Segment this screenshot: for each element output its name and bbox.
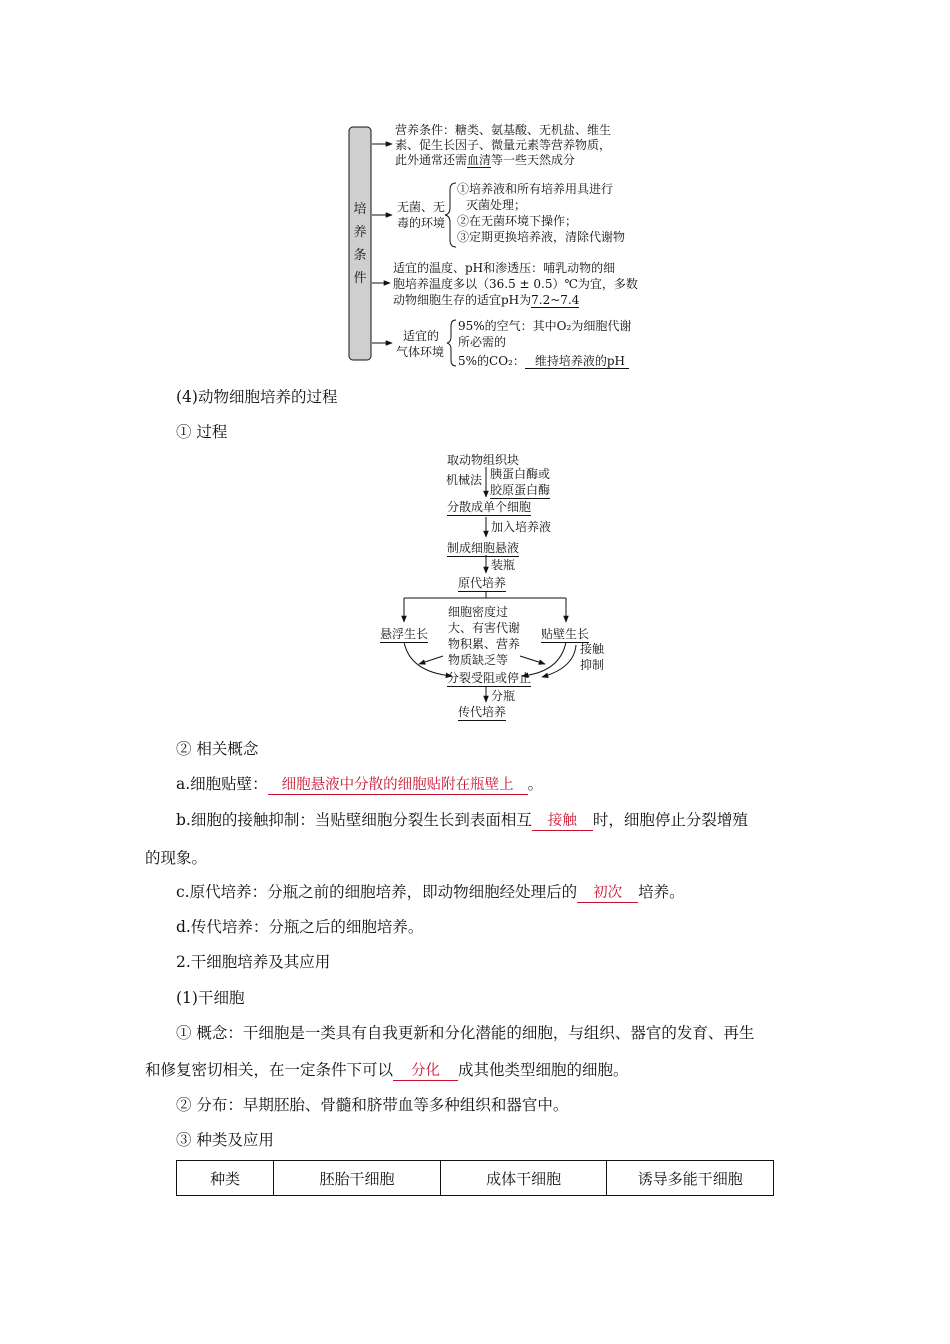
temperature-line3-pre: 动物细胞生存的适宜pH为 [393,293,532,307]
section-4-title: (4)动物细胞培养的过程 [176,388,338,406]
stem-concept-line2-post: 成其他类型细胞的细胞。 [458,1061,629,1079]
nutrition-line3-post: 等一些天然成分 [491,153,576,167]
stem-concept-line1: ① 概念：干细胞是一类具有自我更新和分化潜能的细胞，与组织、器官的发育、再生 [176,1024,755,1042]
process-adhere: 贴壁生长 [541,627,590,641]
serum-underlined: 血清 [467,153,492,167]
concept-a-answer: 细胞悬液中分散的细胞贴附在瓶壁上 [268,776,528,795]
stem-concept-answer: 分化 [393,1062,458,1081]
section-2-title: 2.干细胞培养及其应用 [176,953,331,971]
concept-b-answer: 接触 [532,812,593,831]
process-step3: 制成细胞悬液 [447,541,520,555]
sterile-item-3: ③定期更换培养液，清除代谢物 [457,230,626,244]
gas-label-line2: 气体环境 [396,345,445,359]
subsection-1-title: (1)干细胞 [176,989,245,1007]
sterile-item-1b: 灭菌处理； [466,198,527,212]
gas-label-line1: 适宜的 [403,329,440,343]
gas-item1-line2: 所必需的 [458,335,507,349]
gas-item2-underlined: 维持培养液的pH [525,354,629,369]
concept-b-pre: b.细胞的接触抑制：当贴壁细胞分裂生长到表面相互 [176,811,532,829]
sterile-item-1: ①培养液和所有培养用具进行 [457,182,614,196]
process-reason-1: 细胞密度过 [448,605,509,619]
concept-a-pre: a.细胞贴壁： [176,775,268,793]
process-add-medium: 加入培养液 [491,520,552,534]
concept-c [176,882,685,903]
stem-concept-line2-pre: 和修复密切相关，在一定条件下可以 [145,1061,394,1079]
types-table [176,1160,774,1196]
nutrition-line3 [395,152,575,168]
concept-a-post: 。 [527,775,544,793]
table-header-cell: 成体干细胞 [440,1161,607,1196]
process-mech: 机械法 [446,473,483,487]
brace-gas [447,320,456,366]
table-header-cell: 种类 [177,1161,274,1196]
process-title: ① 过程 [176,423,228,441]
process-enzyme2: 胶原蛋白酶 [490,483,551,497]
process-suspend: 悬浮生长 [380,627,429,641]
table-header-cell: 诱导多能干细胞 [607,1161,774,1196]
nutrition-line1: 营养条件：糖类、氨基酸、无机盐、维生 [395,123,612,137]
nutrition-line2: 素、促生长因子、微量元素等营养物质， [395,138,612,152]
temperature-line2: 胞培养温度多以（36.5 ± 0.5）℃为宜，多数 [393,277,638,291]
table-header-cell: 胚胎干细胞 [274,1161,441,1196]
concept-b [176,810,748,831]
concept-c-answer: 初次 [577,884,638,903]
distribution: ② 分布：早期胚胎、骨髓和脐带血等多种组织和器官中。 [176,1096,569,1114]
concept-d: d.传代培养：分瓶之后的细胞培养。 [176,918,424,936]
concept-b-line2: 的现象。 [145,849,208,867]
process-step4: 原代培养 [458,576,507,590]
process-enzyme1: 胰蛋白酶或 [490,467,551,481]
process-contact2: 抑制 [580,658,605,672]
sterile-label-line2: 毒的环境 [397,216,446,230]
process-step1: 取动物组织块 [447,453,520,467]
temperature-line3 [393,292,579,308]
process-reason-3: 物积累、营养 [448,637,521,651]
sterile-label-line1: 无菌、无 [397,200,446,214]
stem-concept-line2 [145,1060,629,1081]
root-label: 培养条件 [353,202,367,286]
gas-item2 [458,353,629,369]
ph-range-underlined: 7.2~7.4 [531,293,580,307]
process-contact1: 接触 [580,642,605,656]
process-step2: 分散成单个细胞 [447,500,532,514]
concept-a [176,774,543,795]
process-bottle2: 分瓶 [491,689,516,703]
process-step5: 分裂受阻或停止 [447,671,532,685]
gas-item2-pre: 5%的CO₂： [458,354,525,368]
process-step6: 传代培养 [458,705,507,719]
table-row [177,1161,774,1196]
process-reason-2: 大、有害代谢 [448,621,521,635]
temperature-line1: 适宜的温度、pH和渗透压：哺乳动物的细 [393,261,616,275]
nutrition-line3-pre: 此外通常还需 [395,153,468,167]
gas-item1-line1: 95%的空气：其中O₂为细胞代谢 [458,319,632,333]
concept-b-post: 时，细胞停止分裂增殖 [592,811,748,829]
process-reason-4: 物质缺乏等 [448,653,509,667]
brace-sterile [445,183,456,247]
concept-c-pre: c.原代培养：分瓶之前的细胞培养，即动物细胞经处理后的 [176,883,578,901]
process-bottle1: 装瓶 [491,558,516,572]
concept-c-post: 培养。 [638,883,685,901]
types-title: ③ 种类及应用 [176,1131,274,1149]
concepts-title: ② 相关概念 [176,740,259,758]
sterile-item-2: ②在无菌环境下操作； [457,214,578,228]
